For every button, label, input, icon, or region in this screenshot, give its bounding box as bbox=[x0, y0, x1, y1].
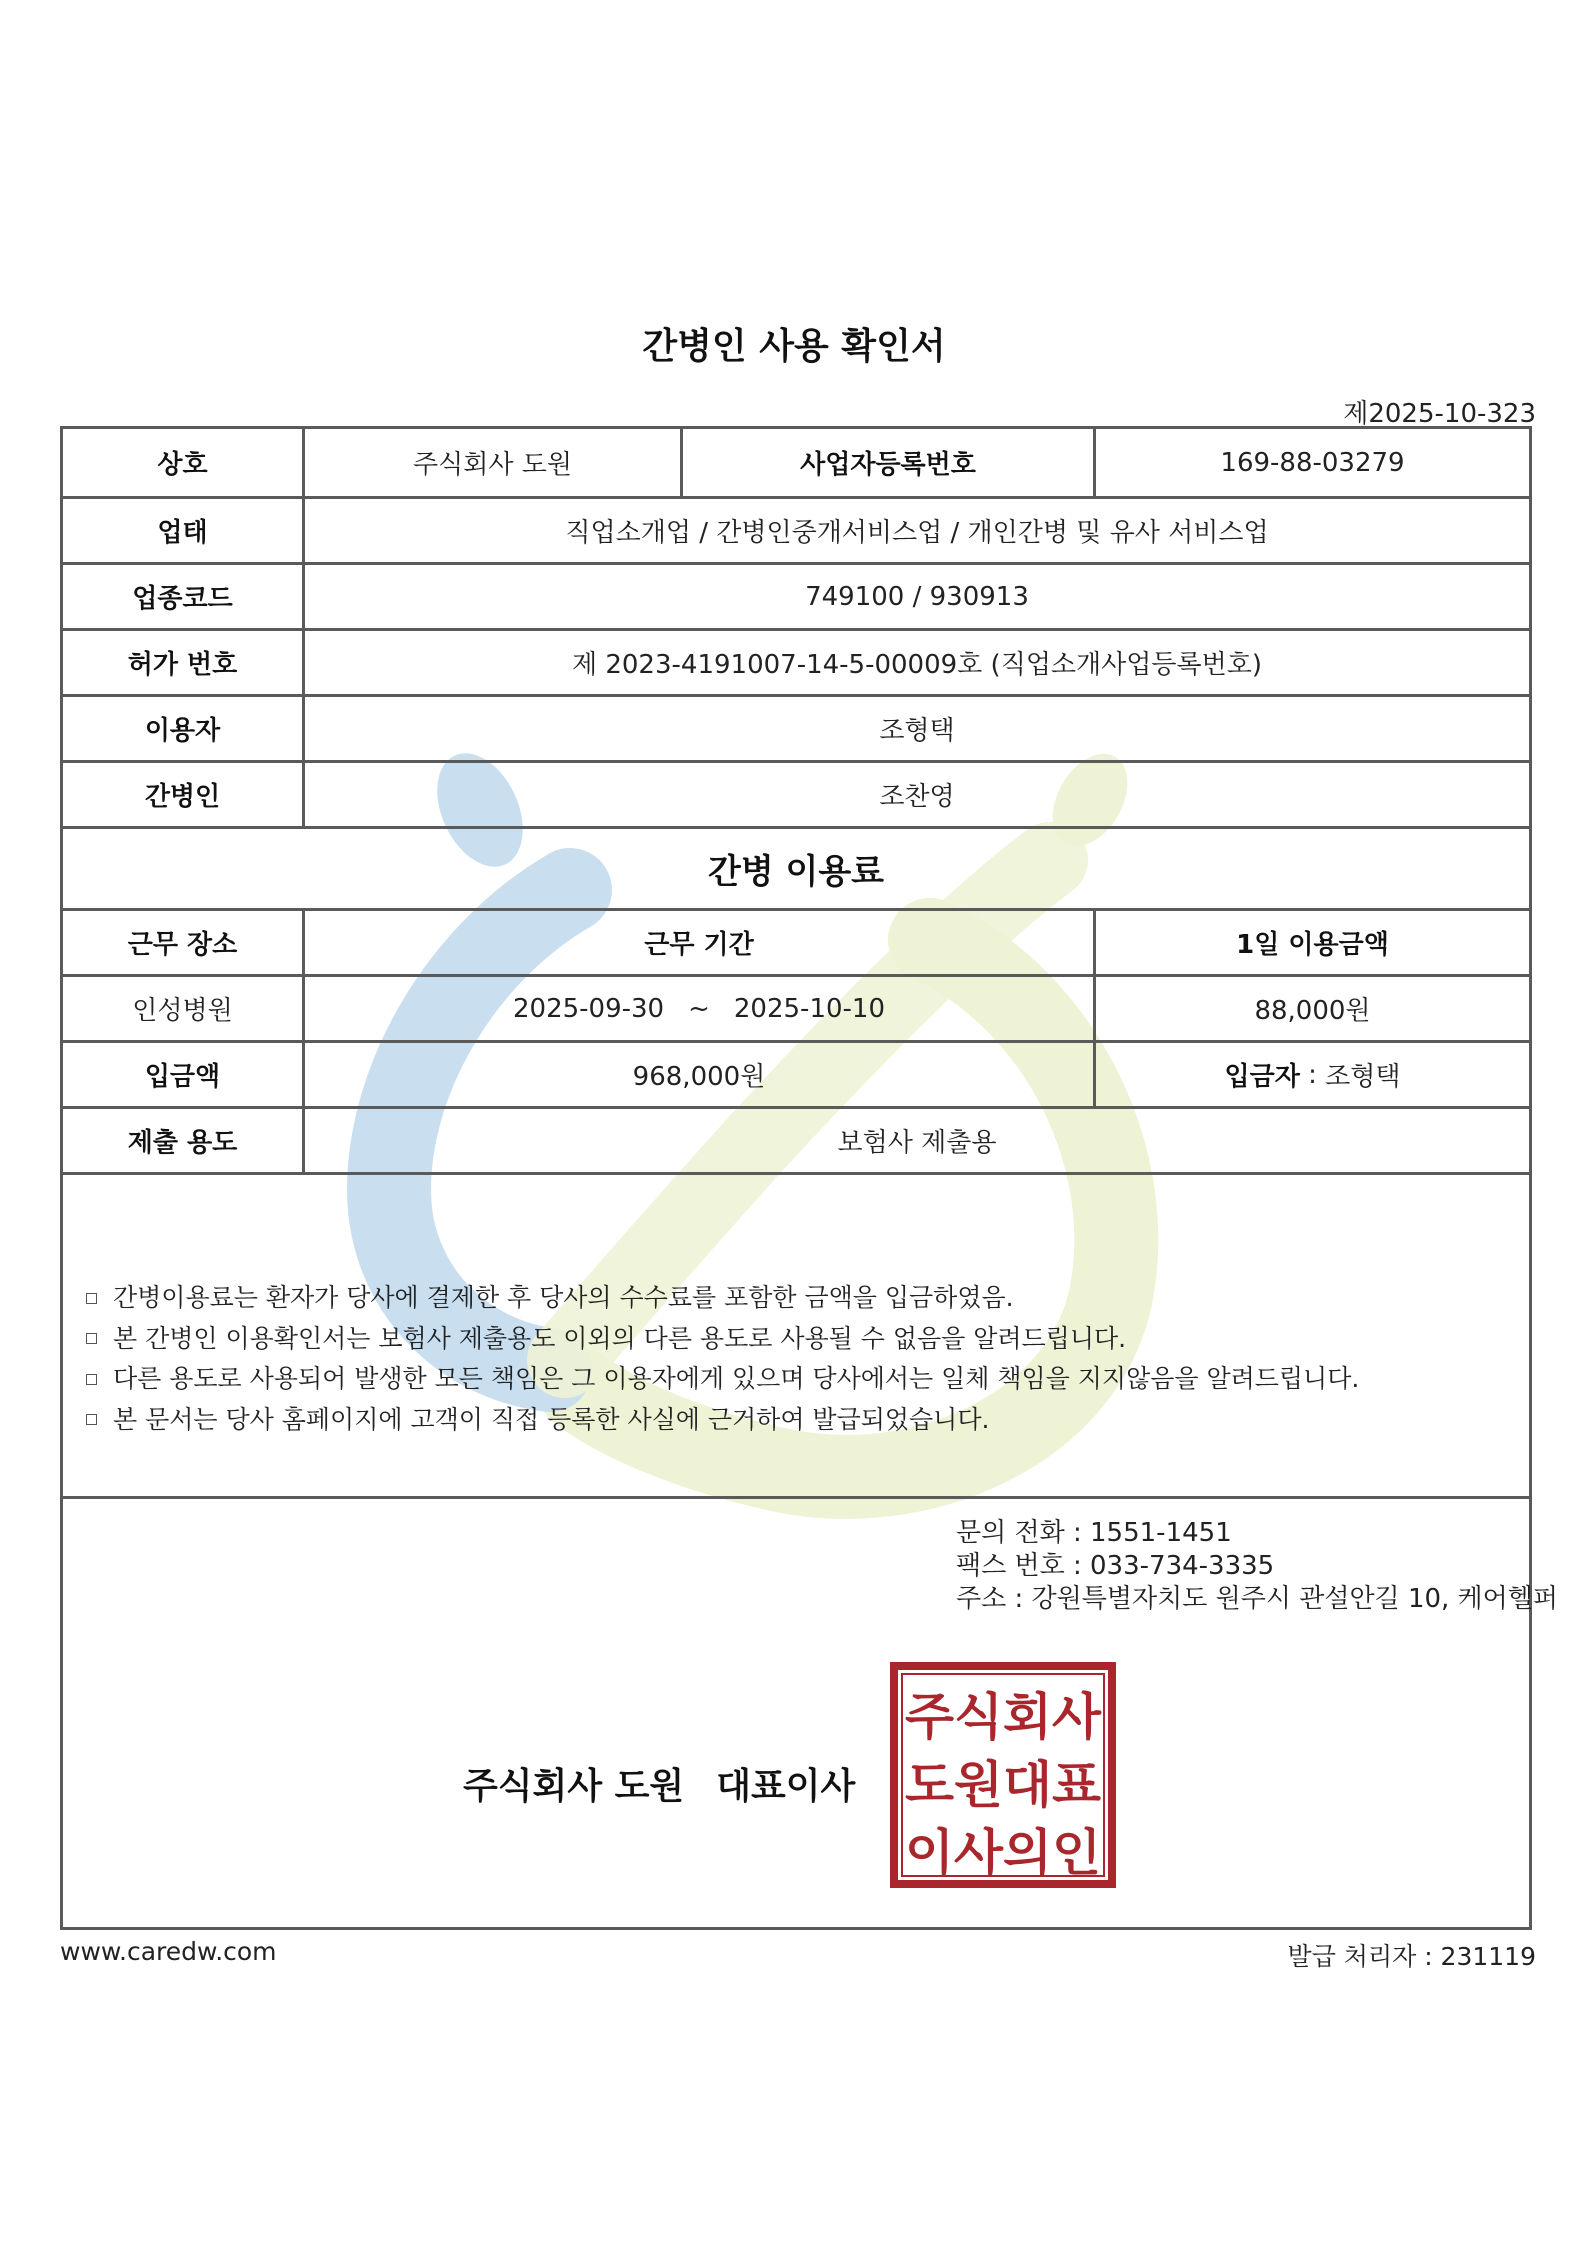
industry-code-label: 업종코드 bbox=[132, 584, 233, 614]
work-place-label: 근무 장소 bbox=[127, 930, 238, 960]
note-text: 간병이용료는 환자가 당사에 결제한 후 당사의 수수료를 포함한 금액을 입금하였음. bbox=[113, 1283, 1014, 1312]
license-value: 제 2023-4191007-14-5-00009호 (직업소개사업등록번호) bbox=[571, 650, 1263, 680]
purpose-label: 제출 용도 bbox=[127, 1128, 238, 1158]
document-title: 간병인 사용 확인서 bbox=[642, 326, 946, 367]
caregiver-value: 조찬영 bbox=[879, 782, 955, 812]
seal-text-row3: 이사의인 bbox=[905, 1824, 1101, 1882]
period-separator: ~ bbox=[688, 993, 710, 1024]
biz-reg-value: 169-88-03279 bbox=[1220, 447, 1405, 478]
depositor bbox=[1096, 1043, 1529, 1106]
document-frame bbox=[60, 426, 1532, 1930]
footer-website: www.caredw.com bbox=[60, 1937, 277, 1966]
daily-fee-value: 88,000원 bbox=[1254, 996, 1371, 1026]
depositor-label: 입금자 bbox=[1224, 1062, 1300, 1092]
business-type-value: 직업소개업 / 간병인중개서비스업 / 개인간병 및 유사 서비스업 bbox=[565, 518, 1269, 548]
license-label: 허가 번호 bbox=[127, 650, 238, 680]
contact-fax: 팩스 번호 : 033-734-3335 bbox=[956, 1551, 1275, 1581]
daily-fee-label: 1일 이용금액 bbox=[1236, 930, 1389, 960]
caregiver-label: 간병인 bbox=[144, 782, 221, 812]
user-value: 조형택 bbox=[879, 716, 955, 746]
depositor-separator: : bbox=[1299, 1059, 1326, 1090]
industry-code-value: 749100 / 930913 bbox=[805, 581, 1029, 612]
period-end: 2025-10-10 bbox=[733, 993, 885, 1024]
purpose-value: 보험사 제출용 bbox=[837, 1128, 997, 1158]
note-item bbox=[86, 1319, 1359, 1360]
company-seal bbox=[890, 1662, 1116, 1888]
bullet-square-icon bbox=[86, 1333, 97, 1344]
bullet-square-icon bbox=[86, 1414, 97, 1425]
work-place-value: 인성병원 bbox=[132, 996, 233, 1026]
biz-reg-label: 사업자등록번호 bbox=[800, 450, 976, 480]
bullet-square-icon bbox=[86, 1293, 97, 1304]
fee-section-title: 간병 이용료 bbox=[707, 852, 885, 892]
note-item bbox=[86, 1359, 1359, 1400]
note-item bbox=[86, 1278, 1359, 1319]
note-text: 본 간병인 이용확인서는 보험사 제출용도 이외의 다른 용도로 사용될 수 없음을 알려드립니다. bbox=[113, 1323, 1127, 1353]
contact-address: 주소 : 강원특별자치도 원주시 관설안길 10, 케어헬퍼 bbox=[956, 1584, 1559, 1614]
company-label: 상호 bbox=[157, 450, 208, 480]
company-value: 주식회사 도원 bbox=[413, 450, 572, 480]
note-item bbox=[86, 1400, 1359, 1441]
deposit-label: 입금액 bbox=[144, 1062, 221, 1092]
document-number: 제2025-10-323 bbox=[1343, 399, 1536, 429]
user-label: 이용자 bbox=[144, 716, 221, 746]
business-type-label: 업태 bbox=[157, 518, 208, 548]
seal-text-row1: 주식회사 bbox=[905, 1688, 1102, 1746]
contact-phone: 문의 전화 : 1551-1451 bbox=[956, 1518, 1232, 1548]
company-signature bbox=[463, 1758, 855, 1809]
work-period-label: 근무 기간 bbox=[644, 930, 754, 960]
note-text: 다른 용도로 사용되어 발생한 모든 책임은 그 이용자에게 있으며 당사에서는 일체 책임을 지지않음을 알려드립니다. bbox=[113, 1364, 1360, 1393]
bullet-square-icon bbox=[86, 1374, 97, 1385]
footer-issuer: 발급 처리자 : 231119 bbox=[1287, 1942, 1536, 1971]
period-start: 2025-09-30 bbox=[512, 993, 665, 1024]
signature-title: 대표이사 bbox=[716, 1766, 856, 1807]
signature-company: 주식회사 도원 bbox=[463, 1766, 685, 1807]
note-text: 본 문서는 당사 홈페이지에 고객이 직접 등록한 사실에 근거하여 발급되었습니다. bbox=[113, 1404, 990, 1434]
work-period-value bbox=[305, 977, 1093, 1040]
depositor-value: 조형택 bbox=[1325, 1062, 1401, 1092]
seal-text-row2: 도원대표 bbox=[905, 1756, 1102, 1814]
notes-list bbox=[86, 1278, 1359, 1440]
deposit-value: 968,000원 bbox=[632, 1062, 766, 1092]
contact-info bbox=[956, 1517, 1558, 1616]
